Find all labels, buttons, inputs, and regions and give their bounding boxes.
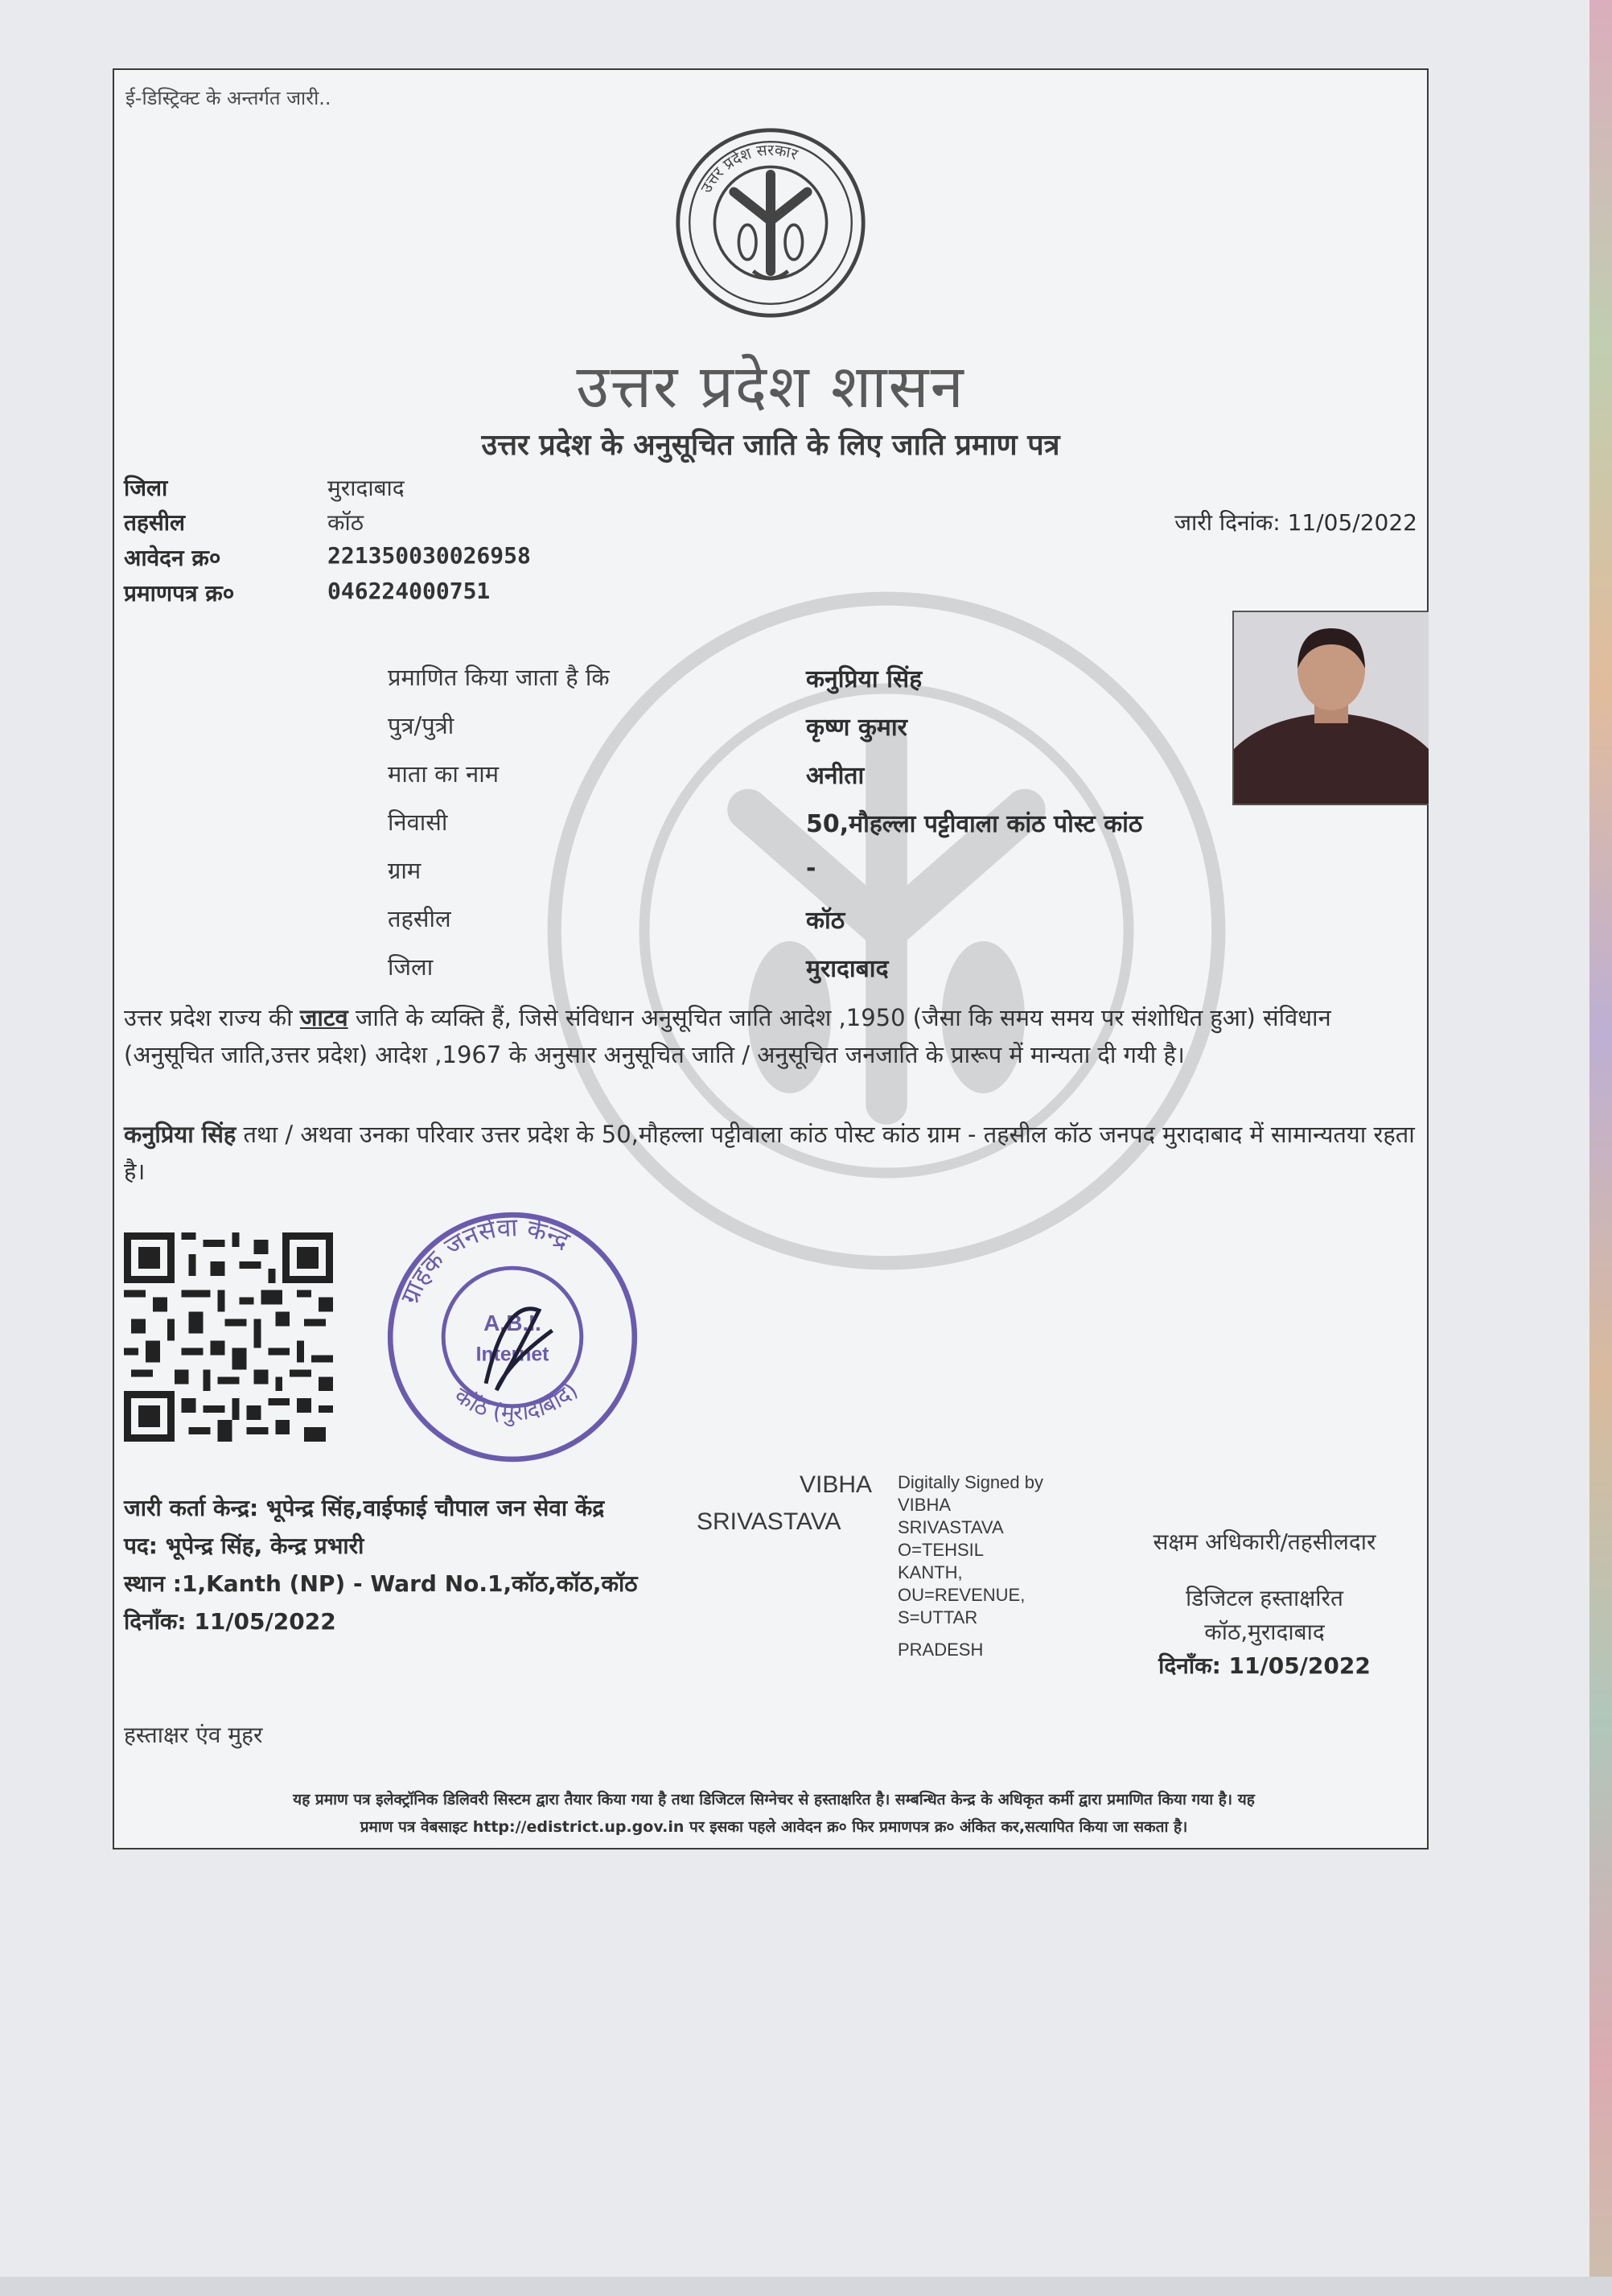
csc-stamp-icon [380, 1204, 645, 1470]
issuer-date: दिनाँक: 11/05/2022 [124, 1608, 336, 1635]
person-photo-icon [1234, 612, 1429, 804]
signature-detail-line: VIBHA [898, 1495, 952, 1515]
issuer-place: स्थान :1,Kanth (NP) - Ward No.1,कॉठ,कॉठ,कॉठ [124, 1570, 638, 1597]
stamp-center-line2: Internet [475, 1343, 549, 1366]
signer-name-line2: SRIVASTAVA [697, 1508, 841, 1535]
issuer-centre: जारी कर्ता केन्द्र: भूपेन्द्र सिंह,वाईफाई चौपाल जन सेवा केंद्र [124, 1495, 605, 1521]
signer-name-line1: VIBHA [800, 1471, 873, 1498]
meta-label-tehsil: तहसील [124, 509, 185, 536]
page-edge-decoration [1589, 0, 1612, 2296]
signature-detail-line: SRIVASTAVA [898, 1517, 1004, 1537]
stamp-text-top: ग्राहक जनसेवा केन्द्र [395, 1213, 574, 1309]
caste-statement-prefix: उत्तर प्रदेश राज्य की [124, 1004, 300, 1031]
signature-detail-line: KANTH, [898, 1562, 963, 1582]
up-government-emblem-icon [674, 126, 867, 319]
residence-statement-name: कनुप्रिया सिंह [124, 1121, 236, 1148]
meta-value-application-no: 221350030026958 [327, 542, 531, 569]
field-value-village: - [806, 854, 816, 883]
footer-line1: यह प्रमाण पत्र इलेक्ट्रॉनिक डिलिवरी सिस्टम द्वारा तैयार किया गया है तथा डिजिटल सिग्नेचर से हस्ताक्षरित है। सम्बन्धित केन्द्र के अधिकृत कर्मी द्वारा प्रमाणित किया गया है। यह [293, 1791, 1255, 1808]
authority-date: दिनाँक: 11/05/2022 [1158, 1652, 1371, 1679]
svg-text:कॉठ (मुरादाबाद) [450, 1377, 582, 1427]
signature-detail-line: OU=REVENUE, [898, 1585, 1026, 1605]
caste-statement-suffix: जाति के व्यक्ति हैं, जिसे संविधान अनुसूचित जाति आदेश ,1950 (जैसा कि समय समय पर संशोधित हुआ) संविधान (अनुसूचित जाति,उत्तर प्रदेश) आदेश ,1967 के अनुसार अनुसूचित जाति / अनुसूचित जनजाति के प्रारूप में मान्यता दी गयी है। [124, 1004, 1331, 1068]
field-label-village: ग्राम [388, 857, 422, 884]
field-label-tehsil: तहसील [388, 905, 451, 932]
field-value-name: कनुप्रिया सिंह [806, 665, 923, 693]
residence-statement [124, 1116, 1419, 1190]
meta-value-district: मुरादाबाद [327, 475, 405, 501]
field-value-mother: अनीता [806, 762, 865, 790]
residence-statement-text: तथा / अथवा उनका परिवार उत्तर प्रदेश के 50,मौहल्ला पट्टीवाला कांठ पोस्ट कांठ ग्राम - तहसील कॉठ जनपद मुरादाबाद में सामान्यतया रहता है। [124, 1121, 1415, 1185]
signature-detail-line: Digitally Signed by [898, 1472, 1043, 1492]
authority-location: कॉठ,मुरादाबाद [1204, 1619, 1325, 1645]
caste-statement [124, 999, 1419, 1073]
signature-detail-line: S=UTTAR [898, 1607, 978, 1627]
signature-and-seal-label: हस्ताक्षर एंव मुहर [124, 1722, 263, 1748]
signature-detail-line: PRADESH [898, 1640, 984, 1660]
footer-line2: प्रमाण पत्र वेबसाइट http://edistrict.up.gov.in पर इसका पहले आवेदन क्र० फिर प्रमाणपत्र क्र० अंकित कर,सत्यापित किया जा सकता है। [360, 1818, 1188, 1836]
field-label-certified: प्रमाणित किया जाता है कि [388, 664, 610, 691]
digital-signature-details [898, 1471, 1091, 1661]
authority-signed: डिजिटल हस्ताक्षरित [1186, 1585, 1343, 1611]
field-value-father: कृष्ण कुमार [806, 714, 907, 742]
verification-footer [130, 1786, 1417, 1841]
qr-code-icon [124, 1232, 333, 1442]
applicant-photo [1232, 611, 1429, 805]
field-label-mother: माता का नाम [388, 760, 500, 788]
field-value-resident: 50,मौहल्ला पट्टीवाला कांठ पोस्ट कांठ [806, 810, 1143, 838]
stamp-center-line1: A.B.I. [483, 1310, 541, 1335]
signature-detail-line: O=TEHSIL [898, 1540, 984, 1560]
caste-certificate [113, 68, 1429, 1850]
field-label-parent: पुत्र/पुत्री [388, 712, 454, 739]
meta-value-tehsil: कॉठ [327, 509, 364, 536]
issue-date: जारी दिनांक: 11/05/2022 [1174, 509, 1417, 536]
caste-name: जाटव [299, 1004, 348, 1031]
issued-under-text: ई-डिस्ट्रिक्ट के अन्तर्गत जारी.. [125, 87, 331, 109]
meta-value-certificate-no: 046224000751 [327, 578, 491, 604]
issuer-post: पद: भूपेन्द्र सिंह, केन्द्र प्रभारी [124, 1533, 364, 1559]
meta-label-district: जिला [124, 475, 168, 501]
meta-label-application-no: आवेदन क्र० [124, 545, 221, 571]
field-label-resident: निवासी [388, 809, 448, 836]
field-value-tehsil: कॉठ [806, 907, 845, 935]
field-value-district: मुरादाबाद [806, 955, 889, 983]
field-label-district: जिला [388, 953, 434, 981]
authority-designation: सक्षम अधिकारी/तहसीलदार [1153, 1529, 1376, 1555]
government-title: उत्तर प्रदेश शासन [576, 352, 965, 422]
stamp-text-bottom: कॉठ (मुरादाबाद) [450, 1376, 583, 1426]
emblem-text: उत्तर प्रदेश सरकार [697, 140, 800, 196]
certificate-title: उत्तर प्रदेश के अनुसूचित जाति के लिए जाति प्रमाण पत्र [481, 429, 1060, 462]
svg-text:ग्राहक जनसेवा केन्द्र [396, 1213, 574, 1308]
meta-label-certificate-no: प्रमाणपत्र क्र० [124, 580, 235, 607]
page-bottom-edge [0, 2277, 1612, 2296]
